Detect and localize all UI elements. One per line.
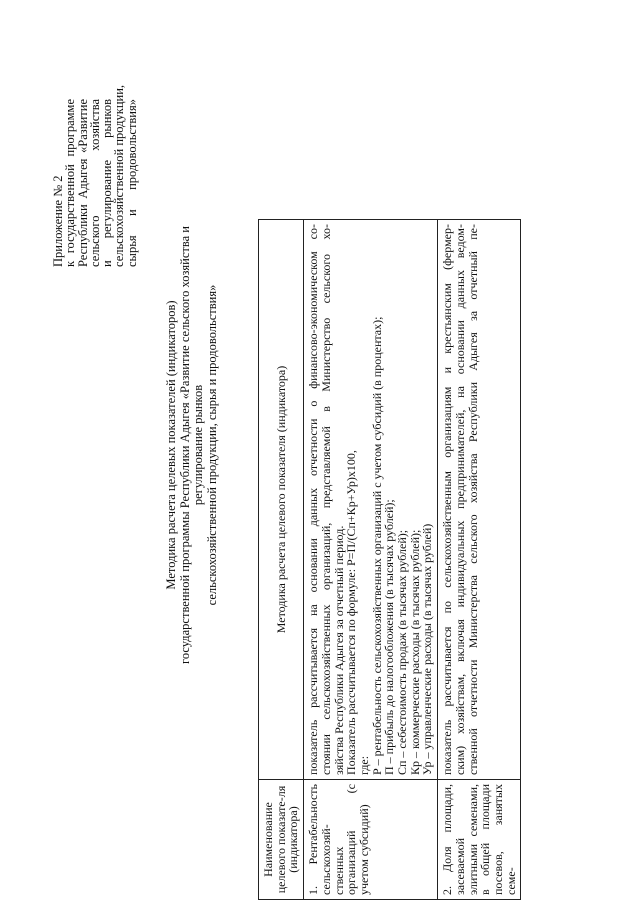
table-row (304, 220, 438, 900)
indicators-table (258, 219, 521, 900)
document-title (165, 195, 219, 695)
table-header-row (259, 220, 304, 900)
method-line: зяйства Республики Адыгея за отчетный период. (331, 525, 346, 775)
appendix-line: и регулирование рынков (100, 99, 115, 267)
title-line: государственной программы Республики Адыгея «Развитие сельского хозяйства и регулирование рынков (177, 226, 205, 664)
method-line: Ур – управленческие расходы (в тысячах рублей) (420, 523, 435, 775)
appendix-reference (51, 84, 139, 267)
method-line: ственной отчетности Министерства сельского хозяйства Республики Адыгея за отчетный пе- (465, 224, 480, 775)
method-line: стоянии сельскохозяйственных организаций, представляемой в Министерство сельского хо- (318, 224, 333, 775)
method-line: Показатель рассчитывается по формуле: Р=П/(Сп+Кр+Ур)х100, (344, 450, 359, 775)
title-line: сельскохозяйственной продукции, сырья и продовольствия» (204, 284, 219, 606)
appendix-line: сельскохозяйственной продукции, (112, 84, 127, 267)
method-line: Кр – коммерческие расходы (в тысячах рублей); (407, 529, 422, 775)
appendix-line: сырья и продовольствия» (124, 99, 139, 267)
indicator-name: 1. Рентабельность сельскохозяй-ственных организаций (с учетом субсидий) (304, 780, 438, 900)
method-line: где: (356, 755, 371, 775)
indicator-name: 2. Доля площади, засеваемой элитными семенами, в общей площади посевов, занятых семе- (438, 780, 521, 900)
header-calculation-method: Методика расчета целевого показателя (индикатора) (259, 220, 304, 780)
calculation-method (438, 220, 521, 780)
method-line: ским) хозяйствам, включая индивидуальных предпринимателей, на основании данных ведом- (452, 224, 467, 775)
appendix-line: Приложение № 2 (51, 175, 65, 267)
method-line: Р – рентабельность сельскохозяйственных организаций с учетом субсидий (в процентах); (369, 316, 384, 775)
method-line: П – прибыль до налогообложения (в тысячах рублей); (382, 499, 397, 775)
method-line: показатель рассчитывается по сельскохозяйственным организациям и крестьянским (фермер- (440, 224, 455, 775)
header-indicator-name: Наименование целевого показате-ля (индикатора) (259, 780, 304, 900)
method-line: показатель рассчитывается на основании данных отчетности о финансово-экономическом со- (306, 224, 321, 775)
appendix-line: к государственной программе (63, 99, 78, 267)
calculation-method (304, 220, 438, 780)
appendix-line: сельского хозяйства (87, 99, 102, 267)
appendix-line: Республики Адыгея «Развитие (75, 99, 90, 267)
method-line: Сп – себестоимость продаж (в тысячах рублей); (395, 529, 410, 775)
title-line: Методика расчета целевых показателей (индикаторов) (164, 300, 178, 590)
table-row (438, 220, 521, 900)
